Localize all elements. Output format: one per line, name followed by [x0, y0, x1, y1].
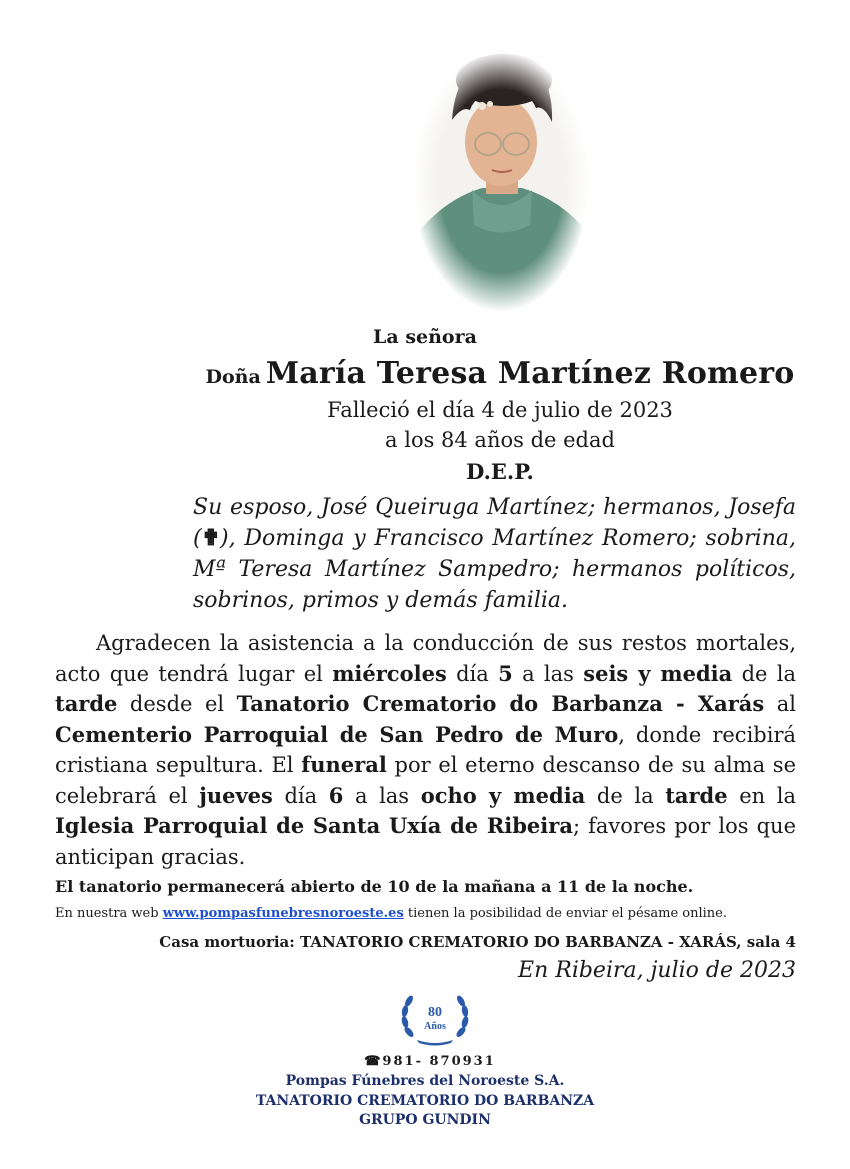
name-prefix: Doña	[205, 366, 261, 388]
deceased-name: María Teresa Martínez Romero	[265, 356, 795, 391]
place-and-date: En Ribeira, julio de 2023	[518, 958, 796, 983]
family-list: Su esposo, José Queiruga Martínez; hermanos, Josefa (✟), Dominga y Francisco Martínez Romero; sobrina, Mª Teresa Martínez Sampedro; hermanos políticos, sobrinos, primos y demás familia.	[193, 495, 796, 613]
web-condolence-note: En nuestra web www.pompasfunebresnoroeste.es tienen la posibilidad de enviar el pésame online.	[55, 906, 727, 921]
deceased-portrait	[412, 50, 590, 312]
ceremony-announcement: Agradecen la asistencia a la conducción de sus restos mortales, acto que tendrá lugar el miércoles día 5 a las seis y media de la tarde desde el Tanatorio Crematorio do Barbanza - Xarás al Cementerio Parroquial de San Pedro de Muro, donde recibirá cristiana sepultura. El funeral por el eterno descanso de su alma se celebrará el jueves día 6 a las ocho y media de la tarde en la Iglesia Parroquial de Santa Uxía de Ribeira; favores por los que anticipan gracias.	[55, 631, 797, 869]
company-name: Pompas Fúnebres del Noroeste S.A.	[285, 1073, 565, 1089]
phone-number: ☎981- 870931	[364, 1054, 496, 1069]
intro-label: La señora	[373, 326, 477, 348]
rip-label: D.E.P.	[466, 459, 534, 484]
death-date: Falleció el día 4 de julio de 2023	[327, 398, 673, 422]
logo-text: Años	[424, 1021, 446, 1032]
funeral-home-hours: El tanatorio permanecerá abierto de 10 de la mañana a 11 de la noche.	[55, 877, 694, 896]
logo-number: 80	[428, 1005, 442, 1020]
website-link[interactable]: www.pompasfunebresnoroeste.es	[162, 906, 404, 921]
deceased-name-line	[0, 356, 850, 391]
mortuary-location: Casa mortuoria: TANATORIO CREMATORIO DO BARBANZA - XARÁS, sala 4	[159, 933, 796, 951]
anniversary-laurel-logo	[395, 988, 475, 1048]
funeral-home-name: TANATORIO CREMATORIO DO BARBANZA	[255, 1093, 595, 1109]
group-name: GRUPO GUNDIN	[359, 1112, 491, 1128]
deceased-cross-icon: ✟	[201, 525, 221, 551]
age-at-death: a los 84 años de edad	[385, 428, 615, 452]
